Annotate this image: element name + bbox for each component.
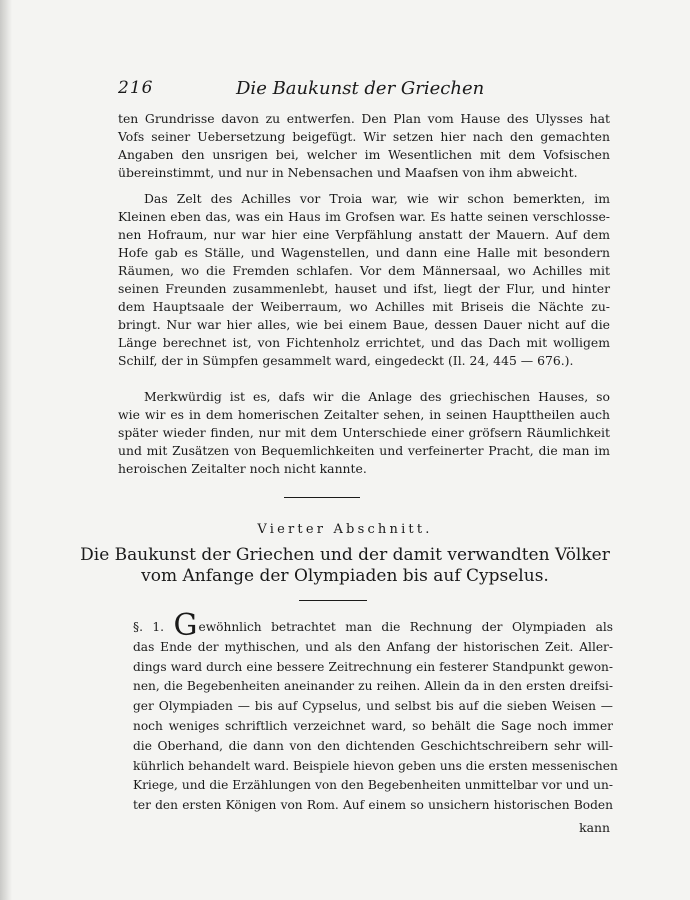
text-line: Länge berechnet ist, von Fichtenholz errichtet, und das Dach mit wolligem xyxy=(118,335,610,350)
page-number: 216 xyxy=(118,78,154,98)
page-header xyxy=(118,78,618,100)
text-line: Räumen, wo die Fremden schlafen. Vor dem Männersaal, wo Achilles mit xyxy=(118,263,610,278)
paragraph-2 xyxy=(118,190,610,370)
text-line: übereinstimmt, und nur in Nebensachen und Maafsen von ihm abweicht. xyxy=(118,165,578,180)
text-line: Das Zelt des Achilles vor Troia war, wie wir schon bemerkten, im xyxy=(144,191,610,206)
section-title-line-2: vom Anfange der Olympiaden bis auf Cypselus. xyxy=(141,566,549,586)
text-line: und mit Zusätzen von Bequemlichkeiten und verfeinerter Pracht, die man im xyxy=(118,443,610,458)
text-line: ten Grundrisse davon zu entwerfen. Den Plan vom Hause des Ulysses hat xyxy=(118,111,610,126)
paragraph-1 xyxy=(118,110,610,182)
text-line: dings ward durch eine bessere Zeitrechnung ein festerer Standpunkt gewon- xyxy=(133,659,613,674)
text-line-first xyxy=(133,608,613,643)
text-line: ger Olympiaden — bis auf Cypselus, und selbst bis auf die sieben Weisen — xyxy=(133,699,613,714)
text-line: kührlich behandelt ward. Beispiele hievon geben uns die ersten messenischen xyxy=(133,758,618,773)
text-line: nen Hofraum, nur war hier eine Verpfählung anstatt der Mauern. Auf dem xyxy=(118,227,610,242)
text-line: noch weniges schriftlich verzeichnet ward, so behält die Sage noch immer xyxy=(133,718,613,733)
section-paragraph xyxy=(133,608,618,816)
paragraph-marker: §. 1. xyxy=(133,620,165,634)
text-line: Angaben den unsrigen bei, welcher im Wesentlichen mit dem Vofsischen xyxy=(118,147,610,162)
text-line: seinen Freunden zusammenlebt, hauset und ifst, liegt der Flur, und hinter xyxy=(118,281,610,296)
text-line: die Oberhand, die dann von den dichtenden Geschichtschreibern sehr will- xyxy=(133,738,613,753)
page-edge-shadow xyxy=(0,0,12,900)
text-line: Kriege, und die Erzählungen von den Begebenheiten unmittelbar vor und un- xyxy=(133,778,613,793)
text-line: später wieder finden, nur mit dem Unterschiede einer gröfsern Räumlichkeit xyxy=(118,425,610,440)
text-line: Hofe gab es Ställe, und Wagenstellen, und dann eine Halle mit besondern xyxy=(118,245,610,260)
text-line: ter den ersten Königen von Rom. Auf einem so unsichern historischen Boden xyxy=(133,798,613,813)
section-label: Vierter Abschnitt. xyxy=(257,522,433,537)
text-line: heroischen Zeitalter noch nicht kannte. xyxy=(118,461,367,476)
section-divider-rule xyxy=(284,497,360,498)
paragraph-3 xyxy=(118,388,610,478)
text-line: Merkwürdig ist es, dafs wir die Anlage des griechischen Hauses, so xyxy=(144,389,610,404)
text-line: Schilf, der in Sümpfen gesammelt ward, eingedeckt (Il. 24, 445 — 676.). xyxy=(118,353,574,368)
catchword: kann xyxy=(579,820,610,835)
first-line-text: ewöhnlich betrachtet man die Rechnung der Olympiaden als xyxy=(198,620,613,634)
title-underline-rule xyxy=(299,600,367,601)
text-line: Vofs seiner Uebersetzung beigefügt. Wir setzen hier nach den gemachten xyxy=(118,129,610,144)
running-title: Die Baukunst der Griechen xyxy=(236,78,485,99)
text-line: Kleinen eben das, was ein Haus im Grofsen war. Es hatte seinen verschlosse- xyxy=(118,209,610,224)
text-line: bringt. Nur war hier alles, wie bei einem Baue, dessen Dauer nicht auf die xyxy=(118,317,610,332)
drop-capital: G xyxy=(173,608,198,643)
text-line: wie wir es in dem homerischen Zeitalter sehen, in seinen Haupttheilen auch xyxy=(118,407,610,422)
text-line: nen, die Begebenheiten aneinander zu reihen. Allein da in den ersten dreifsi- xyxy=(133,679,613,694)
text-line: das Ende der mythischen, und als den Anfang der historischen Zeit. Aller- xyxy=(133,639,613,654)
text-line: dem Hauptsaale der Weiberraum, wo Achilles mit Briseis die Nächte zu- xyxy=(118,299,610,314)
section-title-line-1: Die Baukunst der Griechen und der damit verwandten Völker xyxy=(80,545,610,565)
